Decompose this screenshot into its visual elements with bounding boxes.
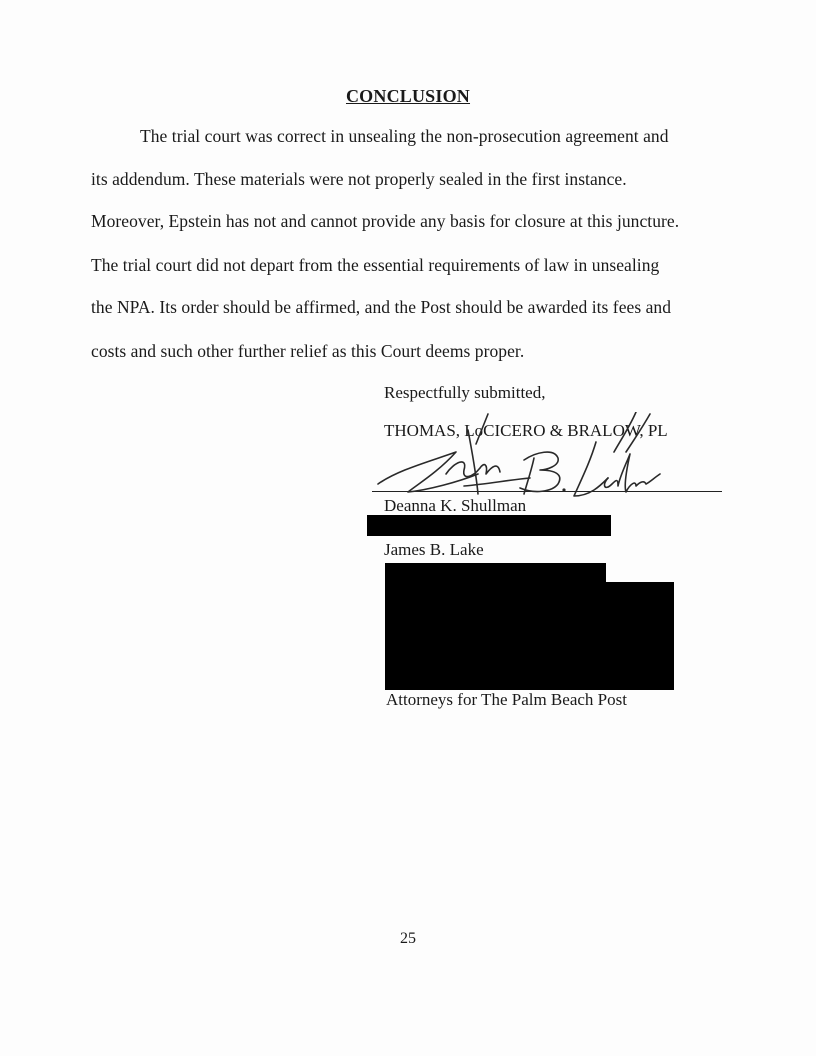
closing-text: Respectfully submitted, bbox=[384, 383, 546, 402]
paragraph-line: costs and such other further relief as this Court deems proper. bbox=[91, 341, 525, 361]
section-heading: CONCLUSION bbox=[345, 86, 471, 106]
attorneys-for-line: Attorneys for The Palm Beach Post bbox=[386, 690, 627, 709]
redaction-bar bbox=[367, 515, 611, 536]
redaction-block bbox=[385, 582, 674, 690]
paragraph-line: The trial court was correct in unsealing the non-prosecution agreement and bbox=[140, 126, 669, 146]
signatory-name-1: Deanna K. Shullman bbox=[384, 496, 527, 515]
paragraph-line: Moreover, Epstein has not and cannot provide any basis for closure at this juncture. bbox=[91, 211, 680, 231]
firm-name: THOMAS, LoCICERO & BRALOW, PL bbox=[384, 421, 668, 440]
paragraph-line: the NPA. Its order should be affirmed, and the Post should be awarded its fees and bbox=[91, 297, 672, 317]
page-number: 25 bbox=[400, 930, 416, 947]
signature-line bbox=[372, 491, 722, 492]
paragraph-line: The trial court did not depart from the essential requirements of law in unsealing bbox=[91, 255, 660, 275]
paragraph-line: its addendum. These materials were not properly sealed in the first instance. bbox=[91, 169, 627, 189]
signatory-name-2: James B. Lake bbox=[384, 540, 484, 559]
